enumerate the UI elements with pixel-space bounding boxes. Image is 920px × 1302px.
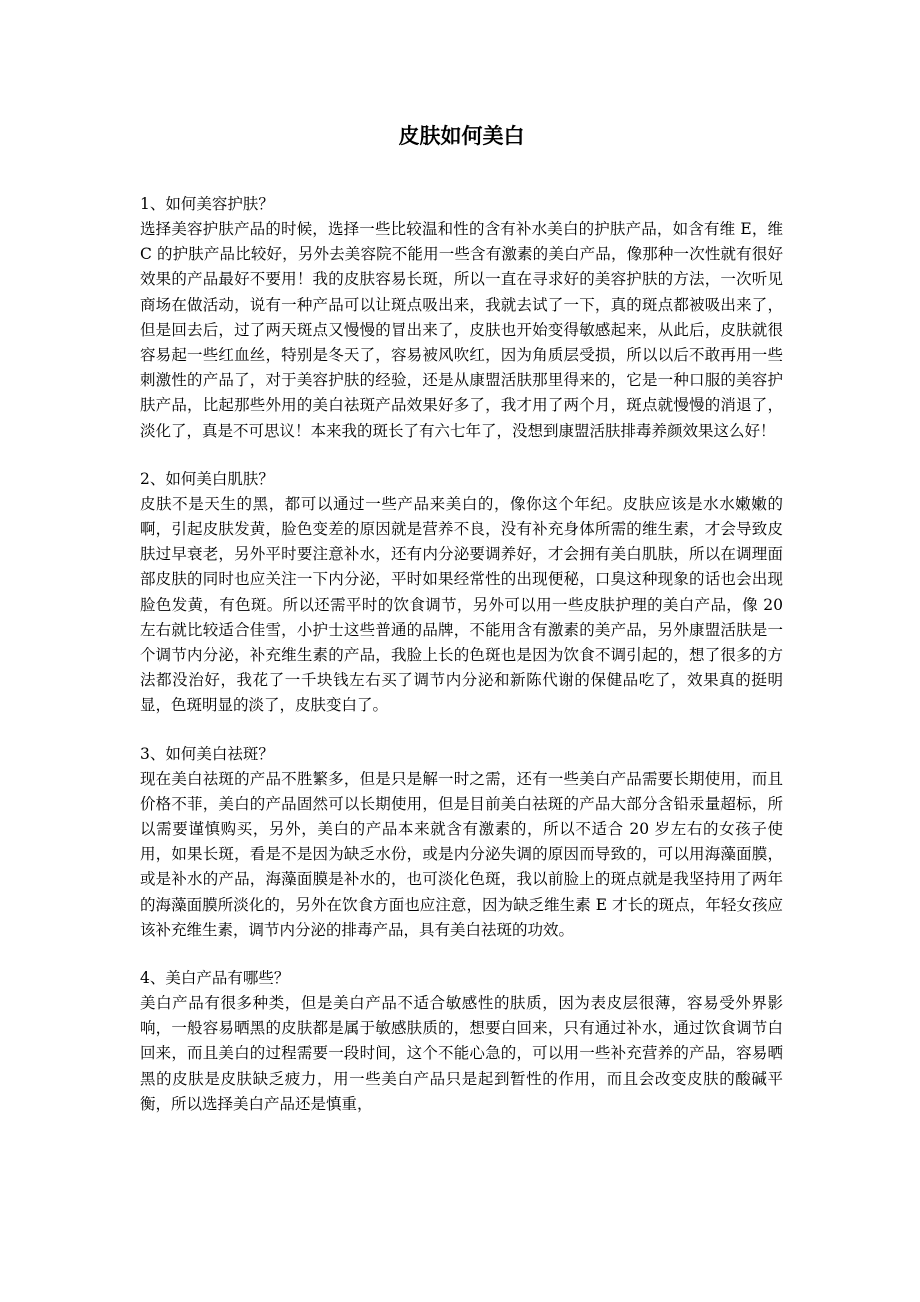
- section-3: [140, 742, 783, 943]
- section-heading: 1、如何美容护肤？: [140, 195, 274, 213]
- section-body: 选择美容护肤产品的时候，选择一些比较温和性的含有补水美白的护肤产品，如含有维 E，维 C 的护肤产品比较好，另外去美容院不能用一些含有激素的美白产品，像那种一次性就有很好效果的产品最好不要用！我的皮肤容易长斑，所以一直在寻求好的美容护肤的方法，一次听见商场在做活动，说有一种产品可以让斑点吸出来，我就去试了一下，真的斑点都被吸出来了，但是回去后，过了两天斑点又慢慢的冒出来了，皮肤也开始变得敏感起来，从此后，皮肤就很容易起一些红血丝，特别是冬天了，容易被风吹红，因为角质层受损，所以以后不敢再用一些刺激性的产品了，对于美容护肤的经验，还是从康盟活肤那里得来的，它是一种口服的美容护肤产品，比起那些外用的美白祛斑产品效果好多了，我才用了两个月，斑点就慢慢的消退了，淡化了，真是不可思议！本来我的斑长了有六七年了，没想到康盟活肤排毒养颜效果这么好！: [140, 220, 783, 440]
- section-body: 美白产品有很多种类，但是美白产品不适合敏感性的肤质，因为表皮层很薄，容易受外界影响，一般容易晒黑的皮肤都是属于敏感肤质的，想要白回来，只有通过补水，通过饮食调节白回来，而且美白的过程需要一段时间，这个不能心急的，可以用一些补充营养的产品，容易晒黑的皮肤是皮肤缺乏疲力，用一些美白产品只是起到暂性的作用，而且会改变皮肤的酸碱平衡，所以选择美白产品还是慎重，: [140, 994, 783, 1113]
- section-2: [140, 467, 783, 719]
- section-4: [140, 966, 783, 1117]
- section-heading: 3、如何美白祛斑？: [140, 744, 274, 763]
- section-heading: 2、如何美白肌肤？: [140, 469, 274, 488]
- section-body: 现在美白祛斑的产品不胜繁多，但是只是解一时之需，还有一些美白产品需要长期使用，而且价格不菲，美白的产品固然可以长期使用，但是目前美白祛斑的产品大部分含铅汞量超标，所以需要谨慎购买，另外，美白的产品本来就含有激素的，所以不适合 20 岁左右的女孩子使用，如果长斑，看是不是因为缺乏水份，或是内分泌失调的原因而导致的，可以用海藻面膜，或是补水的产品，海藻面膜是补水的，也可淡化色斑，我以前脸上的斑点就是我坚持用了两年的海藻面膜所淡化的，另外在饮食方面也应注意，因为缺乏维生素 E 才长的斑点，年轻女孩应该补充维生素，调节内分泌的排毒产品，具有美白祛斑的功效。: [140, 769, 783, 939]
- section-1: [140, 192, 783, 444]
- section-heading: 4、美白产品有哪些？: [140, 969, 290, 988]
- section-body: 皮肤不是天生的黑，都可以通过一些产品来美白的，像你这个年纪。皮肤应该是水水嫩嫩的啊，引起皮肤发黄，脸色变差的原因就是营养不良，没有补充身体所需的维生素，才会导致皮肤过早衰老，另外平时要注意补水，还有内分泌要调养好，才会拥有美白肌肤，所以在调理面部皮肤的同时也应关注一下内分泌，平时如果经常性的出现便秘，口臭这种现象的话也会出现脸色发黄，有色斑。所以还需平时的饮食调节，另外可以用一些皮肤护理的美白产品，像 20 左右就比较适合佳雪，小护士这些普通的品牌，不能用含有激素的美产品，另外康盟活肤是一个调节内分泌，补充维生素的产品，我脸上长的色斑也是因为饮食不调引起的，想了很多的方法都没治好，我花了一千块钱左右买了调节内分泌和新陈代谢的保健品吃了，效果真的挺明显，色斑明显的淡了，皮肤变白了。: [140, 494, 783, 715]
- document-title: 皮肤如何美白: [398, 124, 525, 148]
